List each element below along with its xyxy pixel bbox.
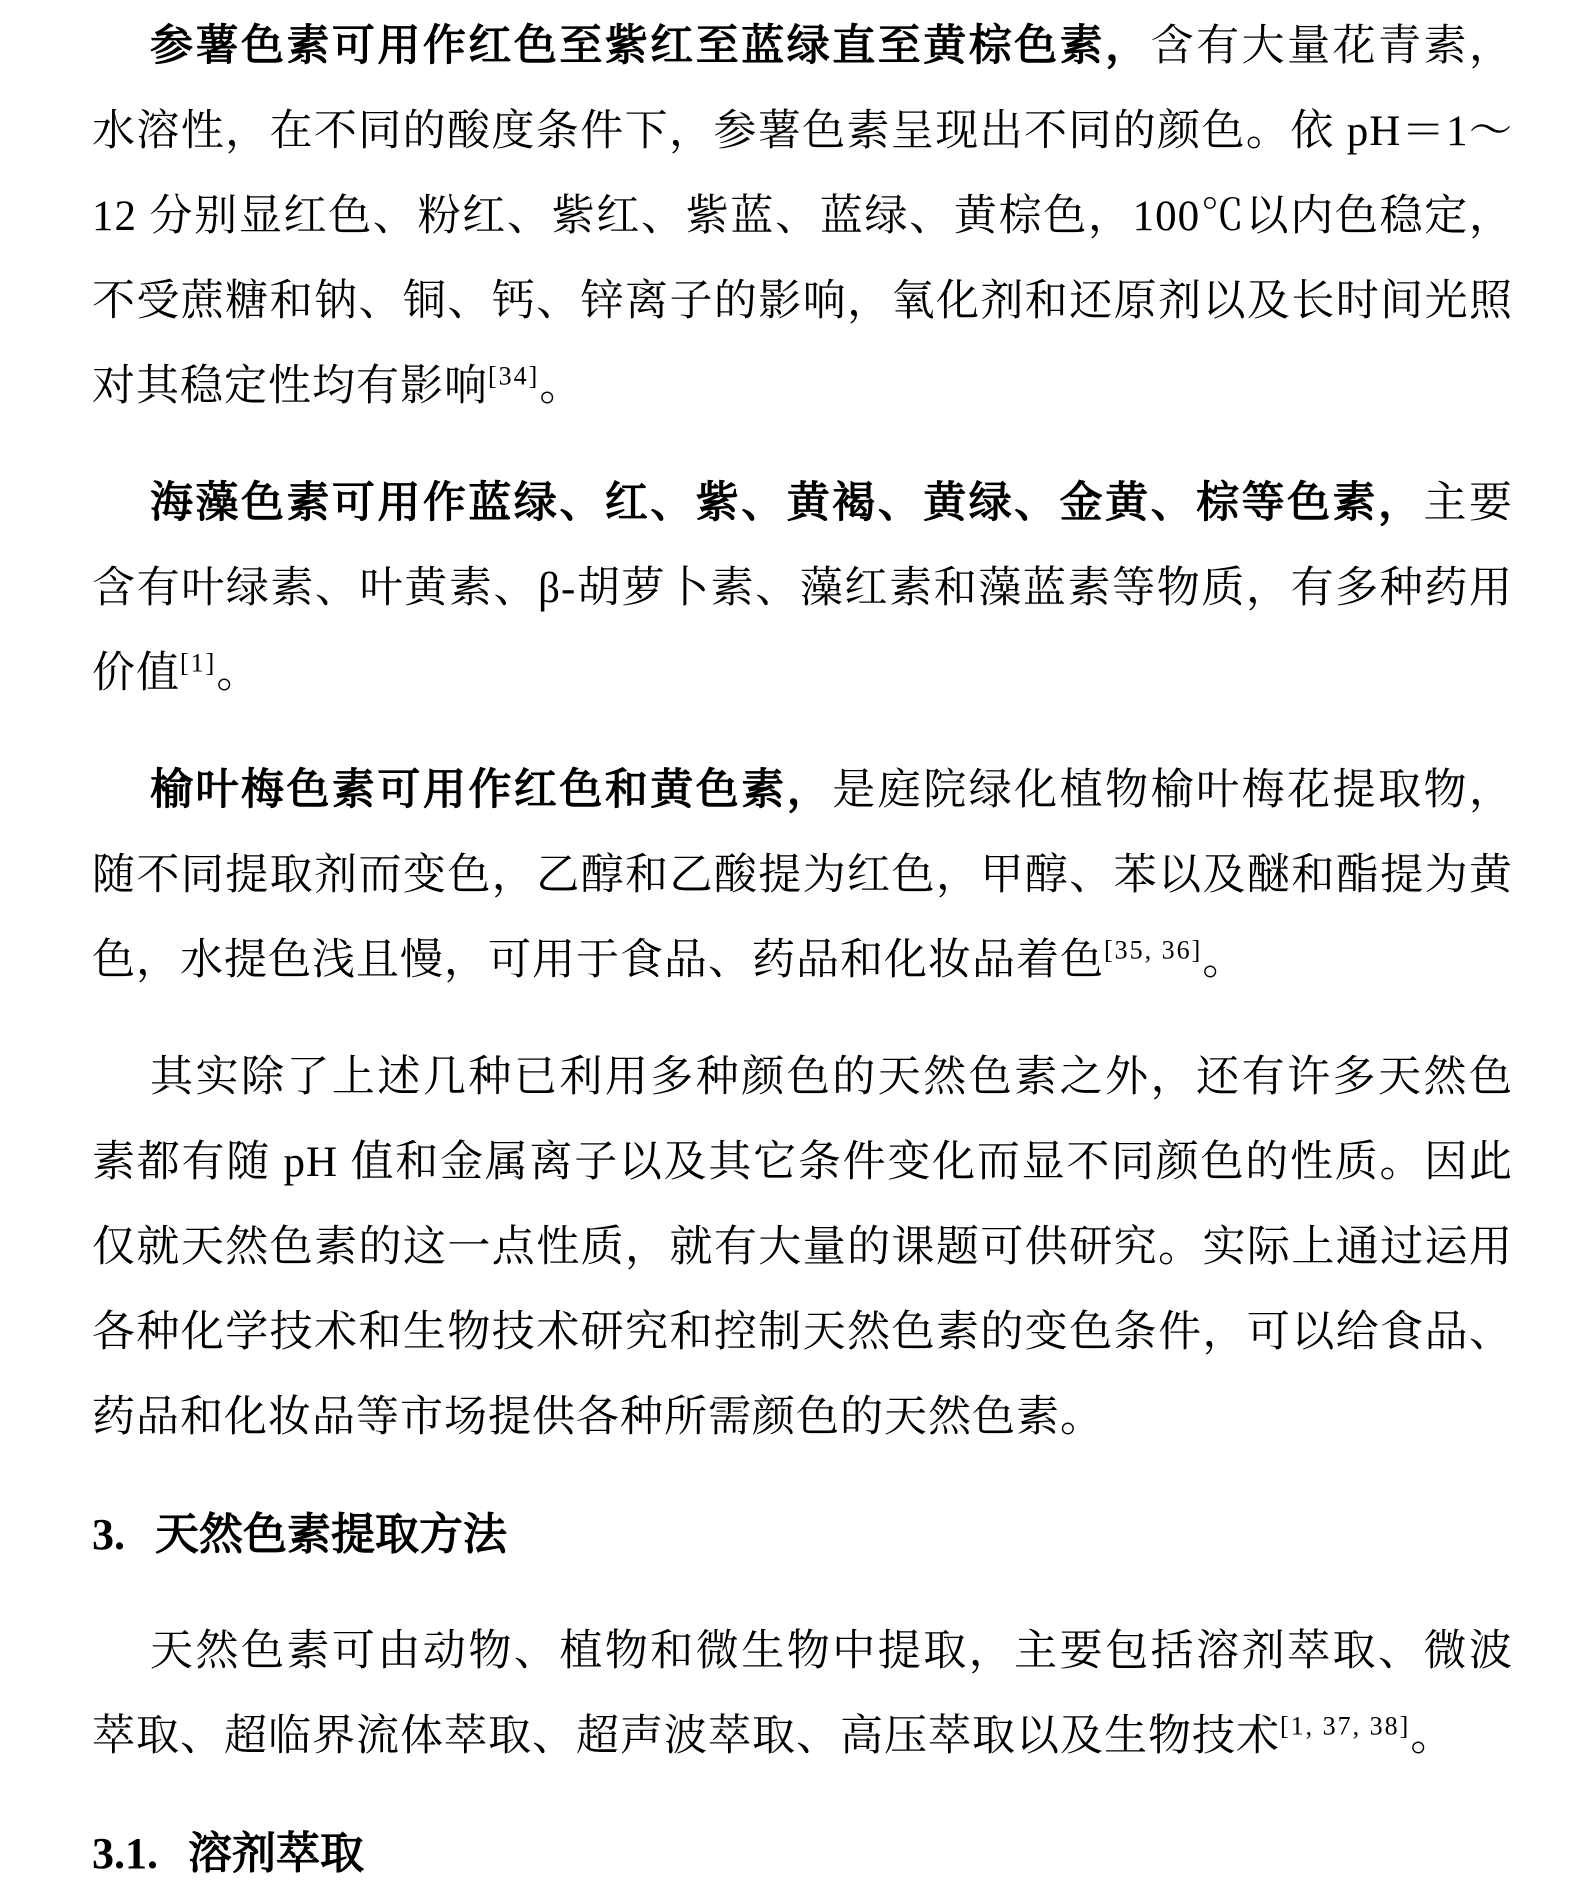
paragraph-lead-bold: 榆叶梅色素可用作红色和黄色素， [150,767,833,814]
section-number: 3. [92,1510,125,1559]
paragraph-tail: 。 [216,650,261,697]
paragraph-lead-bold: 参薯色素可用作红色至紫红至蓝绿直至黄棕色素， [150,23,1151,70]
paragraph-body: 主要含有叶绿素、叶黄素、β-胡萝卜素、藻红素和藻蓝素等物质，有多种药用价值 [92,480,1514,697]
section-number: 3.1. [92,1829,158,1878]
citation-superscript: [35, 36] [1104,935,1203,965]
section-title: 溶剂萃取 [188,1829,364,1878]
paragraph-tail: 。 [539,363,584,410]
citation-superscript: [1] [180,648,217,678]
paragraph-body: 天然色素可由动物、植物和微生物中提取，主要包括溶剂萃取、微波萃取、超临界流体萃取、超声波萃取、高压萃取以及生物技术 [92,1628,1513,1760]
paragraph-body: 其实除了上述几种已利用多种颜色的天然色素之外，还有许多天然色素都有随 pH 值和金属离子以及其它条件变化而显不同颜色的性质。因此仅就天然色素的这一点性质，就有大量的课题可供研究。实际上通过运用各种化学技术和生物技术研究和控制天然色素的变色条件，可以给食品、药品和化妆品等市场提供各种所需颜色的天然色素。 [92,1054,1513,1441]
paragraph-discussion [92,1035,1513,1460]
paragraph-tail: 。 [1410,1713,1455,1760]
paragraph-yuyemei-pigment [92,748,1513,1003]
section-heading-3 [92,1492,1513,1577]
paragraph-shenshu-pigment [92,4,1513,429]
paragraph-body: 含有大量花青素，水溶性，在不同的酸度条件下，参薯色素呈现出不同的颜色。依 pH＝1～12 分别显红色、粉红、紫红、紫蓝、蓝绿、黄棕色，100℃以内色稳定，不受蔗糖和钠、铜、钙、锌离子的影响，氧化剂和还原剂以及长时间光照对其稳定性均有影响 [92,23,1514,410]
section-title: 天然色素提取方法 [155,1510,507,1559]
paragraph-tail: 。 [1202,937,1247,984]
paragraph-extraction-methods [92,1609,1513,1779]
paragraph-seaweed-pigment [92,461,1513,716]
citation-superscript: [34] [488,361,540,391]
section-heading-3-1 [92,1811,1513,1896]
paragraph-body: 是庭院绿化植物榆叶梅花提取物，随不同提取剂而变色，乙醇和乙酸提为红色，甲醇、苯以及醚和酯提为黄色，水提色浅且慢，可用于食品、药品和化妆品着色 [92,767,1514,984]
citation-superscript: [1, 37, 38] [1280,1711,1411,1741]
paragraph-lead-bold: 海藻色素可用作蓝绿、红、紫、黄褐、黄绿、金黄、棕等色素， [150,480,1424,527]
